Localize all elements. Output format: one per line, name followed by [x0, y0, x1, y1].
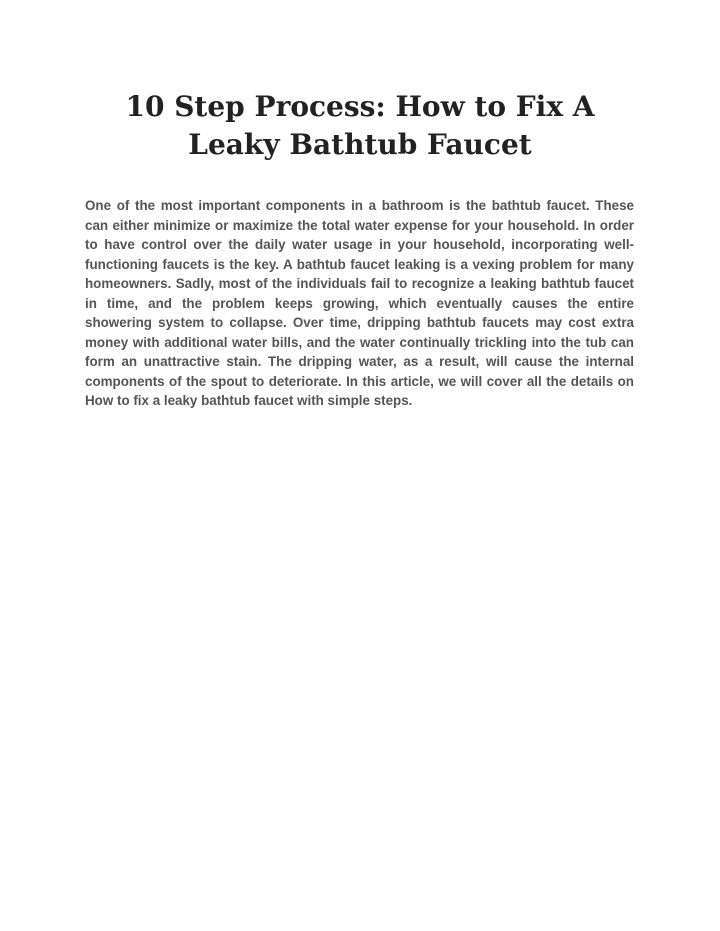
page-title	[60, 88, 660, 164]
intro-paragraph: One of the most important components in a bathroom is the bathtub faucet. These can either minimize or maximize the total water expense for your household. In order to have control over the daily water usage in your household, incorporating well-functioning faucets is the key. A bathtub faucet leaking is a vexing problem for many homeowners. Sadly, most of the individuals fail to recognize a leaking bathtub faucet in time, and the problem keeps growing, which eventually causes the entire showering system to collapse. Over time, dripping bathtub faucets may cost extra money with additional water bills, and the water continually trickling into the tub can form an unattractive stain. The dripping water, as a result, will cause the internal components of the spout to deteriorate. In this article, we will cover all the details on How to fix a leaky bathtub faucet with simple steps.	[85, 198, 634, 408]
page-title-line-2: Leaky Bathtub Faucet	[188, 128, 532, 161]
page-title-line-1: 10 Step Process: How to Fix A	[125, 90, 595, 123]
